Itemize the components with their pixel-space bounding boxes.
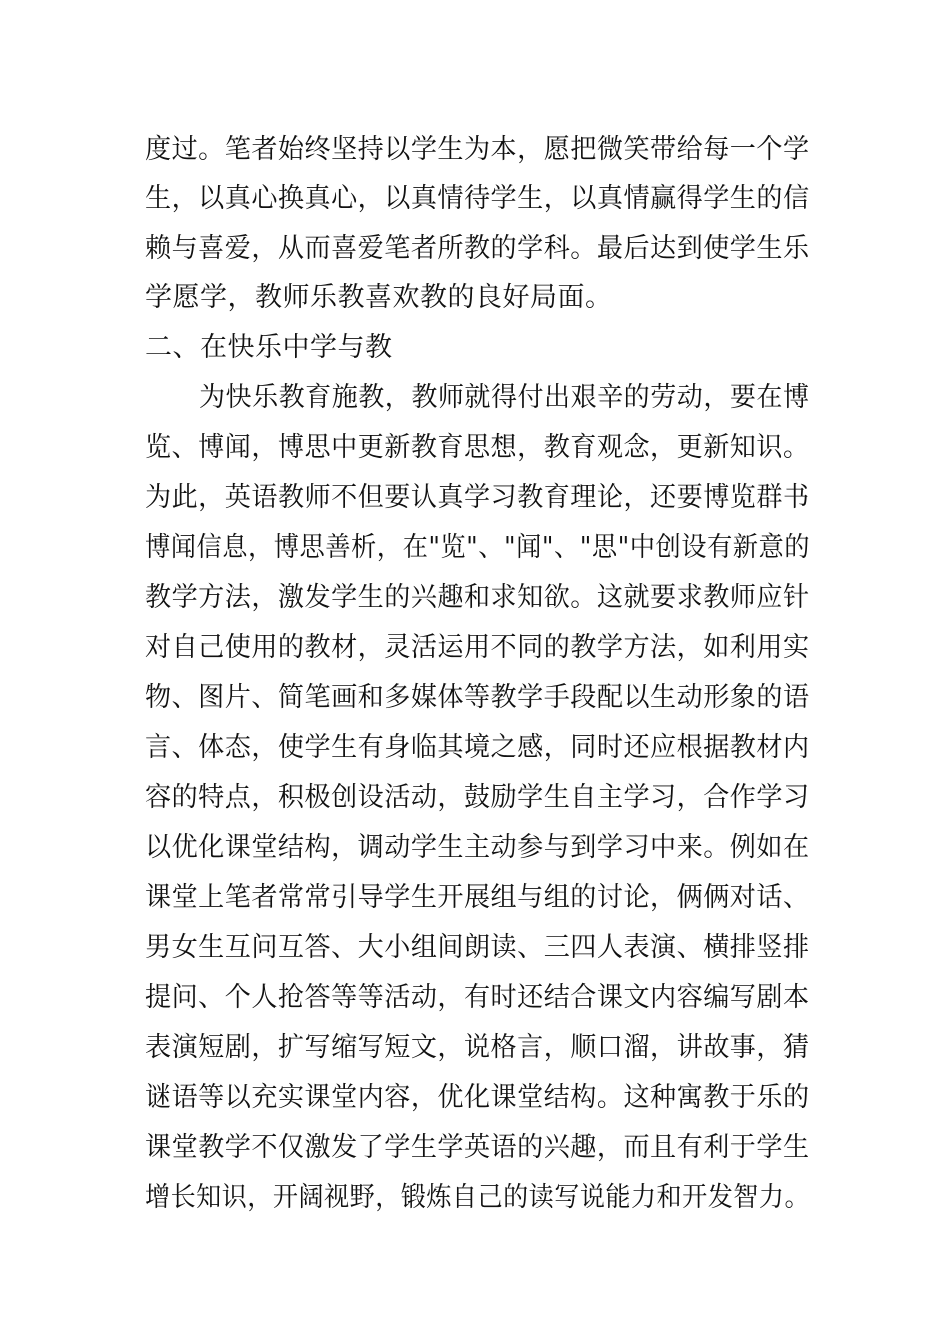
paragraph-line: 为此，英语教师不但要认真学习教育理论，还要博览群书 (145, 482, 810, 513)
section-heading: 二、在快乐中学与教 (145, 332, 393, 363)
paragraph-line: 览、博闻，博思中更新教育思想，教育观念，更新知识。 (145, 432, 810, 463)
paragraph-line: 学愿学，教师乐教喜欢教的良好局面。 (145, 282, 613, 313)
paragraph-line: 为快乐教育施教，教师就得付出艰辛的劳动，要在博 (199, 382, 810, 413)
paragraph-line: 度过。笔者始终坚持以学生为本，愿把微笑带给每一个学 (145, 134, 810, 165)
paragraph-line: 生，以真心换真心，以真情待学生，以真情赢得学生的信 (145, 183, 810, 214)
paragraph-line: 表演短剧，扩写缩写短文，说格言，顺口溜，讲故事，猜 (145, 1032, 810, 1063)
paragraph-line: 课堂教学不仅激发了学生学英语的兴趣，而且有利于学生 (145, 1132, 810, 1163)
paragraph-line: 博闻信息，博思善析，在"览"、"闻"、"思"中创设有新意的 (145, 532, 811, 563)
paragraph-line: 增长知识，开阔视野，锻炼自己的读写说能力和开发智力。 (145, 1182, 811, 1213)
paragraph-line: 言、体态，使学生有身临其境之感，同时还应根据教材内 (145, 732, 810, 763)
paragraph-line: 赖与喜爱，从而喜爱笔者所教的学科。最后达到使学生乐 (145, 233, 810, 264)
paragraph-line: 对自己使用的教材，灵活运用不同的教学方法，如利用实 (145, 632, 810, 663)
paragraph-line: 课堂上笔者常常引导学生开展组与组的讨论，俩俩对话、 (145, 882, 810, 913)
paragraph-line: 教学方法，激发学生的兴趣和求知欲。这就要求教师应针 (145, 582, 810, 613)
paragraph-line: 提问、个人抢答等等活动，有时还结合课文内容编写剧本 (145, 982, 810, 1013)
paragraph-line: 谜语等以充实课堂内容，优化课堂结构。这种寓教于乐的 (145, 1082, 810, 1113)
paragraph-line: 以优化课堂结构，调动学生主动参与到学习中来。例如在 (145, 832, 810, 863)
paragraph-line: 容的特点，积极创设活动，鼓励学生自主学习，合作学习 (145, 782, 810, 813)
paragraph-line: 男女生互问互答、大小组间朗读、三四人表演、横排竖排 (145, 932, 810, 963)
paragraph-line: 物、图片、简笔画和多媒体等教学手段配以生动形象的语 (145, 682, 810, 713)
